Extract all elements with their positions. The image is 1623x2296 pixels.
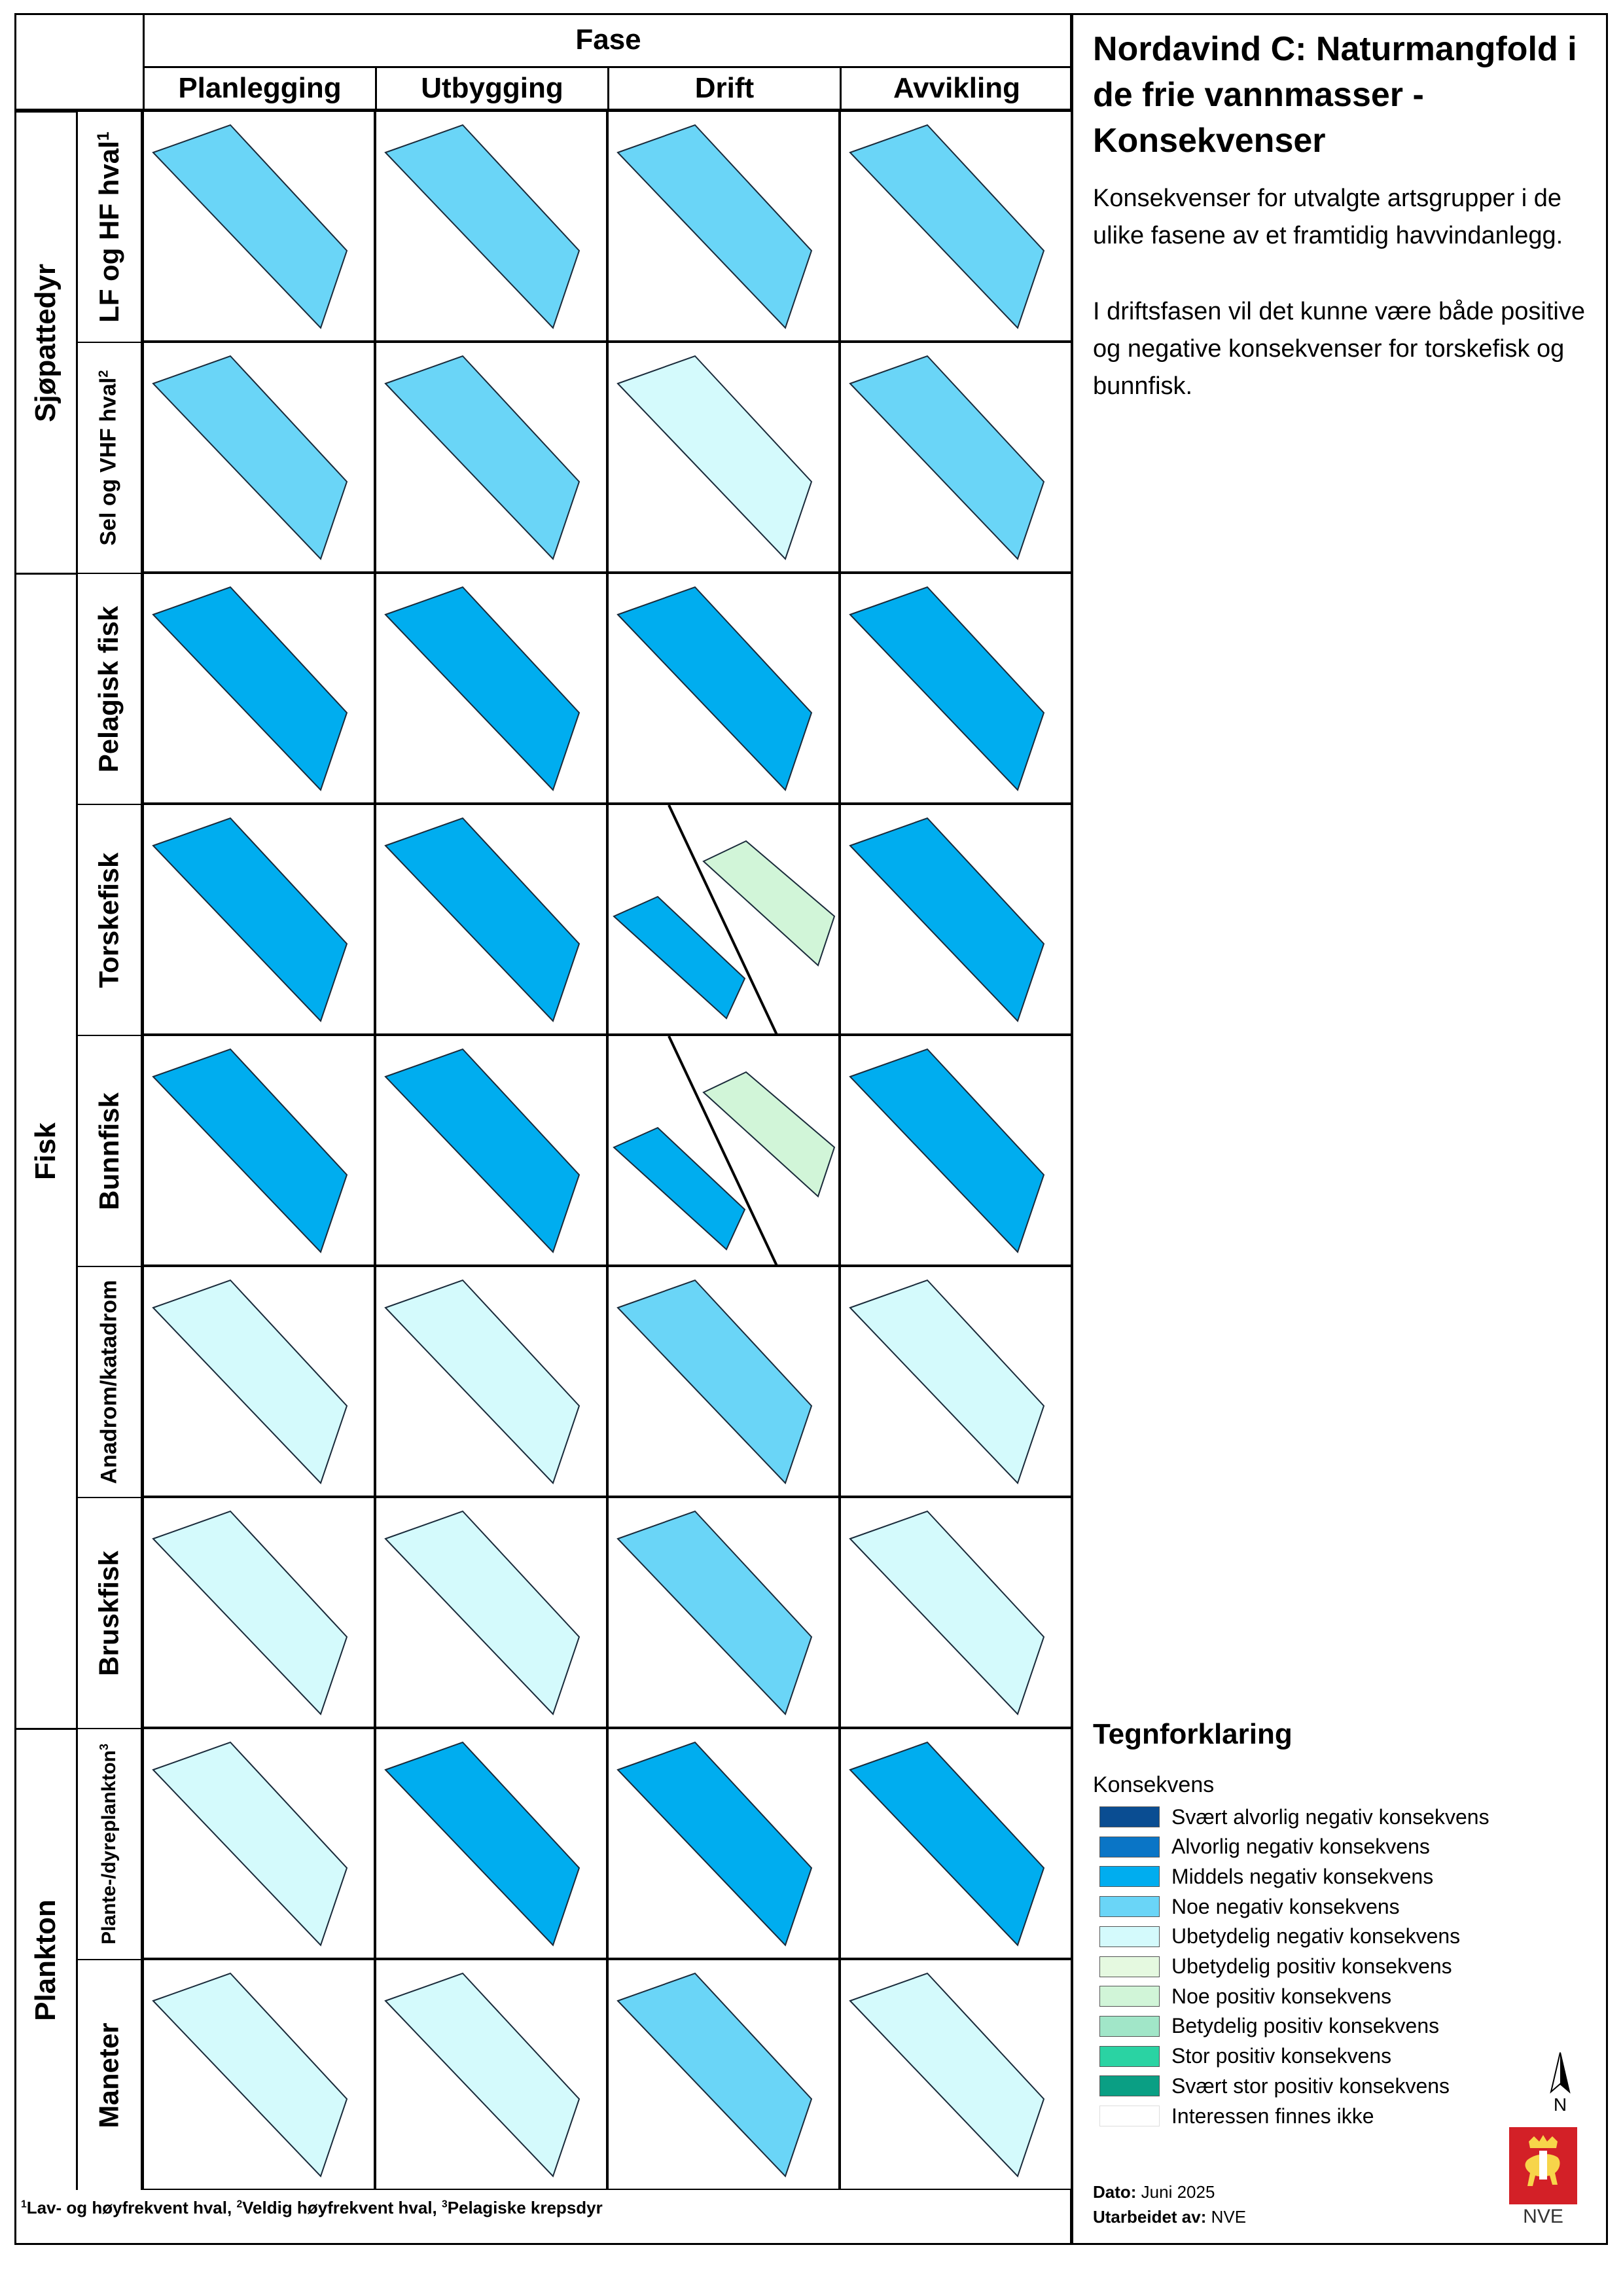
description-1: Konsekvenser for utvalgte artsgrupper i de ulike fasene av et framtidig havvindanlegg. [1093,185,1563,249]
cell-r3-c2 [607,804,840,1035]
row-label-1 [77,342,143,573]
nve-logo [1509,2127,1577,2225]
legend-item-middels-neg [1099,1863,1433,1890]
symbol-ubet-neg [850,1511,1044,1714]
group-label: Plankton [29,1899,62,2021]
author-line [1093,2207,1246,2227]
legend-swatch [1099,2075,1160,2096]
symbol-middels-neg [618,587,812,790]
symbol-noe-neg [618,125,812,328]
cell-r0-c2 [607,111,840,342]
symbol-middels-neg [850,818,1044,1021]
north-label: N [1553,2094,1567,2115]
legend-item-ubet-neg [1099,1923,1460,1950]
row-label-4 [77,1035,143,1266]
symbol-ubet-neg [153,1742,347,1945]
description-2: I driftsfasen vil det kunne være både positive og negative konsekvenser for torskefisk og bunnfisk. [1093,298,1585,400]
group-label: Sjøpattedyr [29,263,62,422]
legend-label: Betydelig positiv konsekvens [1171,2014,1440,2038]
symbol-noe-neg [618,1280,812,1483]
legend-item-svaert-alv-neg [1099,1803,1489,1831]
legend-label: Alvorlig negativ konsekvens [1171,1835,1430,1859]
row-label-sup: 2 [96,370,111,378]
author-label: Utarbeidet av: [1093,2207,1207,2227]
footnote: $^1$Lav- og høyfrekvent hval, $^2$Veldig høyfrekvent hval, $^3$Pelagiske krepsdyr [21,2198,603,2217]
legend-label: Ubetydelig negativ konsekvens [1171,1924,1461,1948]
row-label-text: Anadrom/katadrom [96,1280,122,1484]
symbol-ubet-neg [153,1280,347,1483]
symbol-negative [614,897,745,1018]
cell-r2-c0 [143,573,375,804]
cell-r4-c1 [375,1035,607,1266]
row-label-sup: 3 [98,1744,111,1751]
symbol-ubet-neg [385,1511,579,1714]
legend-label: Interessen finnes ikke [1171,2104,1374,2128]
cell-r3-c3 [840,804,1072,1035]
symbol-noe-neg [153,125,347,328]
symbol-ubet-neg [850,1280,1044,1483]
symbol-noe-neg [618,1511,812,1714]
cell-r2-c2 [607,573,840,804]
fase-label: Fase [575,23,641,56]
legend-swatch [1099,1926,1160,1947]
symbol-noe-neg [850,125,1044,328]
nve-crest-icon [1509,2127,1577,2204]
row-label-3 [77,804,143,1035]
row-label-text: Sel og VHF hval [96,377,122,546]
symbol-middels-neg [850,587,1044,790]
row-label-5 [77,1266,143,1497]
cell-r0-c0 [143,111,375,342]
symbol-middels-neg [385,1049,579,1252]
row-label-7 [77,1728,143,1959]
legend-label: Stor positiv konsekvens [1171,2044,1392,2068]
cell-r1-c1 [375,342,607,573]
symbol-middels-neg [850,1049,1044,1252]
row-label-8 [77,1959,143,2190]
cell-r8-c3 [840,1959,1072,2190]
row-label-text: Plante-/dyreplankton [98,1750,120,1945]
legend-item-alv-neg [1099,1833,1430,1861]
legend-title: Tegnforklaring [1093,1718,1293,1750]
symbol-middels-neg [153,587,347,790]
cell-r0-c3 [840,111,1072,342]
legend-item-betydelig-pos [1099,2013,1439,2040]
symbol-ubet-neg [385,1973,579,2176]
cell-r6-c3 [840,1497,1072,1728]
symbol-noe-neg [618,1973,812,2176]
row-label-text: Bunnfisk [93,1092,124,1210]
cell-r5-c2 [607,1266,840,1497]
fase-header [143,13,1072,68]
footnote-3: Pelagiske krepsdyr [447,2198,603,2217]
cell-r7-c2 [607,1728,840,1959]
cell-r2-c3 [840,573,1072,804]
symbol-positive [704,841,834,965]
symbol-middels-neg [385,587,579,790]
cell-r1-c2 [607,342,840,573]
legend-item-noe-pos [1099,1982,1391,2010]
symbol-ubet-neg [153,1511,347,1714]
cell-r1-c3 [840,342,1072,573]
row-label-text: Torskefisk [93,852,124,988]
cell-r7-c0 [143,1728,375,1959]
legend-label: Middels negativ konsekvens [1171,1864,1434,1888]
legend-label: Svært stor positiv konsekvens [1171,2073,1450,2098]
row-label-text: Bruskfisk [93,1550,124,1676]
date-line [1093,2182,1215,2202]
cell-r4-c3 [840,1035,1072,1266]
cell-r7-c3 [840,1728,1072,1959]
north-arrow-icon [1543,2050,1577,2115]
symbol-middels-neg [385,1742,579,1945]
legend-item-ubet-pos [1099,1953,1452,1981]
cell-r5-c0 [143,1266,375,1497]
phase-header-2: Drift [607,68,840,111]
symbol-noe-neg [385,356,579,559]
legend-label: Svært alvorlig negativ konsekvens [1171,1804,1489,1829]
symbol-middels-neg [385,818,579,1021]
phase-header-3: Avvikling [840,68,1072,111]
legend-swatch [1099,1956,1160,1977]
cell-r4-c2 [607,1035,840,1266]
cell-r6-c0 [143,1497,375,1728]
symbol-noe-neg [385,125,579,328]
author-value: NVE [1211,2207,1247,2227]
legend-swatch [1099,2106,1160,2126]
cell-r8-c2 [607,1959,840,2190]
legend-swatch [1099,1986,1160,2007]
legend-label: Noe negativ konsekvens [1171,1894,1400,1918]
symbol-positive [704,1072,834,1196]
legend-label: Noe positiv konsekvens [1171,1984,1392,2008]
date-label: Dato: [1093,2182,1137,2202]
cell-r6-c2 [607,1497,840,1728]
date-value: Juni 2025 [1141,2182,1215,2202]
cell-r8-c0 [143,1959,375,2190]
symbol-negative [614,1128,745,1249]
legend-swatch [1099,2046,1160,2067]
cell-r0-c1 [375,111,607,342]
symbol-ubet-neg [153,1973,347,2176]
symbol-noe-neg [850,356,1044,559]
legend-swatch [1099,2016,1160,2037]
group-plankton [14,1728,77,2190]
cell-r3-c0 [143,804,375,1035]
cell-r3-c1 [375,804,607,1035]
row-label-0 [77,111,143,342]
row-label-text: Pelagisk fisk [93,605,124,772]
legend-swatch [1099,1837,1160,1857]
footnote-2: Veldig høyfrekvent hval, [242,2198,442,2217]
group-label: Fisk [29,1122,62,1181]
map-title: Nordavind C: Naturmangfold i de frie vannmasser - Konsekvenser [1093,30,1577,160]
cell-r1-c0 [143,342,375,573]
phase-header-1: Utbygging [375,68,607,111]
group-sjopattedyr [14,111,77,573]
footnote-1: Lav- og høyfrekvent hval, [26,2198,237,2217]
row-label-6 [77,1497,143,1728]
legend-swatch [1099,1866,1160,1887]
cell-r5-c1 [375,1266,607,1497]
symbol-middels-neg [153,818,347,1021]
legend-item-noe-neg [1099,1893,1400,1920]
legend-item-stor-pos [1099,2043,1391,2070]
nve-logo-text: NVE [1523,2206,1563,2227]
cell-r2-c1 [375,573,607,804]
cell-r6-c1 [375,1497,607,1728]
symbol-middels-neg [618,1742,812,1945]
cell-r4-c0 [143,1035,375,1266]
legend-item-svaert-stor-pos [1099,2072,1450,2100]
phase-header-0: Planlegging [143,68,375,111]
legend-swatch [1099,1806,1160,1827]
row-label-sup: 1 [94,131,113,141]
legend-item-ikke [1099,2102,1374,2130]
cell-r5-c3 [840,1266,1072,1497]
cell-r8-c1 [375,1959,607,2190]
symbol-ubet-neg [385,1280,579,1483]
symbol-middels-neg [153,1049,347,1252]
legend-swatch [1099,1896,1160,1917]
symbol-ubet-neg [850,1973,1044,2176]
cell-r7-c1 [375,1728,607,1959]
group-fisk [14,573,77,1728]
legend-label: Ubetydelig positiv konsekvens [1171,1954,1452,1978]
row-label-2 [77,573,143,804]
symbol-middels-neg [850,1742,1044,1945]
legend-subtitle: Konsekvens [1093,1772,1215,1797]
row-label-text: Maneter [93,2022,124,2128]
row-label-text: LF og HF hval [93,140,124,323]
symbol-ubet-neg [618,356,812,559]
symbol-noe-neg [153,356,347,559]
